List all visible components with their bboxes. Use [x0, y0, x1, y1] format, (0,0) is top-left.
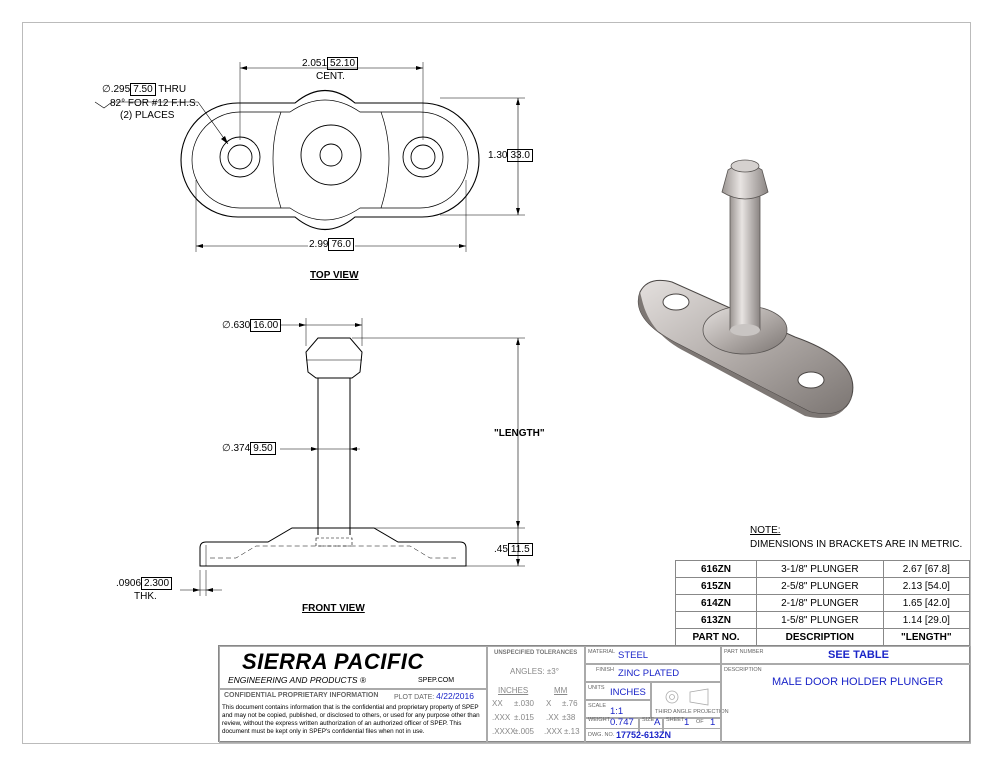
- part-no-cell: 616ZN: [676, 561, 757, 578]
- company-website: SPEP.COM: [418, 677, 455, 684]
- width-dim: [308, 239, 355, 250]
- third-angle-projection-icon: [662, 688, 714, 706]
- scale-label: SCALE: [588, 703, 607, 709]
- description-cell: [721, 664, 971, 743]
- diameter-symbol: ∅: [102, 84, 111, 95]
- plot-date-value: 4/22/2016: [436, 691, 474, 701]
- hole-callout-line1: [102, 84, 186, 95]
- length-cell: 1.14 [29.0]: [883, 612, 969, 629]
- width-dim-inch: 2.99: [309, 239, 329, 250]
- part-number-value: SEE TABLE: [828, 649, 889, 661]
- part-number-label: PART NUMBER: [724, 649, 764, 655]
- base-height-dim: [494, 544, 533, 555]
- shaft-dim: [222, 443, 276, 454]
- units-value: INCHES: [610, 687, 646, 698]
- tol-mm-val: ±.76: [562, 699, 578, 708]
- length-cell: 2.13 [54.0]: [883, 578, 969, 595]
- tol-mm-val: ±.13: [564, 727, 580, 736]
- confidential-title: CONFIDENTIAL PROPRIETARY INFORMATION: [224, 692, 379, 699]
- description-cell: 2-5/8" PLUNGER: [757, 578, 884, 595]
- tol-in-key: XX: [492, 699, 503, 708]
- title-block: [218, 645, 970, 742]
- weight-label: WEIGHT: [588, 717, 610, 723]
- size-value: A: [654, 717, 661, 728]
- registered-mark: ®: [359, 676, 366, 685]
- isometric-view: [638, 160, 853, 418]
- material-cell: [585, 646, 721, 664]
- material-label: MATERIAL: [588, 649, 616, 655]
- units-label: UNITS: [588, 685, 605, 691]
- center-note: CENT.: [316, 71, 345, 82]
- center-dim-inch: 2.051: [302, 58, 328, 69]
- confidential-cell: [219, 689, 487, 743]
- height-dim-mm: 33.0: [507, 149, 532, 162]
- material-value: STEEL: [618, 650, 649, 661]
- projection-label: THIRD ANGLE PROJECTION: [655, 709, 729, 715]
- scale-value: 1:1: [610, 706, 624, 717]
- front-view-label: FRONT VIEW: [302, 603, 365, 614]
- table-row: [676, 578, 970, 595]
- of-label: OF: [696, 719, 704, 725]
- finish-label: FINISH: [596, 667, 615, 673]
- head-dim-inch: .630: [230, 320, 251, 331]
- part-no-cell: 614ZN: [676, 595, 757, 612]
- shaft-dim-inch: .374: [230, 443, 251, 454]
- head-dim: [222, 320, 281, 331]
- top-view-label: TOP VIEW: [310, 270, 359, 281]
- part-number-cell: [721, 646, 971, 664]
- company-cell: [219, 646, 487, 689]
- length-cell: 1.65 [42.0]: [883, 595, 969, 612]
- part-table: [675, 560, 970, 646]
- inches-label: INCHES: [498, 686, 529, 695]
- tolerances-title: UNSPECIFIED TOLERANCES: [494, 650, 578, 656]
- description-cell: 1-5/8" PLUNGER: [757, 612, 884, 629]
- thk-dim: [116, 578, 172, 589]
- dwg-no-value: 17752-613ZN: [616, 730, 672, 740]
- company-sub-text: ENGINEERING AND PRODUCTS: [228, 675, 358, 685]
- length-label: "LENGTH": [494, 428, 545, 439]
- length-cell: 2.67 [67.8]: [883, 561, 969, 578]
- tol-in-val: ±.015: [514, 713, 534, 722]
- hole-callout-line2: 82° FOR #12 F.H.S.: [110, 98, 199, 109]
- part-no-cell: 615ZN: [676, 578, 757, 595]
- head-dim-mm: 16.00: [250, 319, 281, 332]
- table-row: [676, 595, 970, 612]
- part-no-cell: 613ZN: [676, 612, 757, 629]
- company-name: SIERRA PACIFIC: [242, 649, 424, 674]
- plot-date-label: PLOT DATE:: [394, 694, 435, 701]
- header-description: DESCRIPTION: [757, 629, 884, 646]
- tol-mm-key: .XXX: [544, 727, 563, 736]
- size-label: SIZE: [642, 717, 655, 723]
- weight-value: 0.747: [610, 717, 634, 728]
- note-text: DIMENSIONS IN BRACKETS ARE IN METRIC.: [750, 539, 963, 550]
- diameter-symbol: ∅: [222, 443, 231, 454]
- diameter-symbol: ∅: [222, 320, 231, 331]
- description-cell: 3-1/8" PLUNGER: [757, 561, 884, 578]
- finish-value: ZINC PLATED: [618, 668, 680, 679]
- sheet-total: 1: [710, 717, 716, 728]
- height-dim: [488, 150, 533, 161]
- base-height-inch: .45: [494, 544, 508, 555]
- thk-dim-inch: .0906: [116, 578, 142, 589]
- dwg-no-label: DWG. NO.: [588, 732, 615, 738]
- tol-mm-val: ±38: [562, 713, 576, 722]
- tol-in-val: ±.030: [514, 699, 534, 708]
- company-subtitle: [228, 675, 366, 685]
- sheet-value: 1: [684, 717, 690, 728]
- tolerances-cell: [487, 646, 585, 743]
- tol-in-key: .XXX: [492, 713, 511, 722]
- header-part-no: PART NO.: [676, 629, 757, 646]
- description-label: DESCRIPTION: [724, 667, 762, 673]
- confidential-text: This document contains information that is the confidential and proprietary property of SPEP and may not be copied, published, or disclosed to others, or used for any purpose other than review, without the express written authorization of an authorized officer of SPEP. This document must be kept only in SPEP's confidential files when not in use.: [222, 704, 480, 735]
- hole-thru: THRU: [158, 84, 187, 95]
- thk-label: THK.: [134, 591, 157, 602]
- table-row: [676, 612, 970, 629]
- angles-tolerance: ANGLES: ±3°: [510, 667, 559, 676]
- base-height-mm: 11.5: [508, 543, 533, 556]
- table-row: [676, 561, 970, 578]
- description-value: MALE DOOR HOLDER PLUNGER: [772, 676, 944, 688]
- plot-date: [394, 691, 474, 701]
- note-title: NOTE:: [750, 525, 781, 536]
- shaft-dim-mm: 9.50: [250, 442, 275, 455]
- mm-label: MM: [554, 686, 568, 695]
- finish-cell: [585, 664, 721, 682]
- tol-in-key: .XXXX: [492, 727, 516, 736]
- scale-cell: [585, 700, 651, 718]
- hole-dim-mm: 7.50: [130, 83, 155, 96]
- table-header-row: [676, 629, 970, 646]
- height-dim-inch: 1.30: [488, 150, 508, 161]
- units-cell: [585, 682, 651, 700]
- thk-dim-mm: 2.300: [141, 577, 172, 590]
- description-cell: 2-1/8" PLUNGER: [757, 595, 884, 612]
- tol-mm-key: .XX: [546, 713, 559, 722]
- tol-mm-key: X: [546, 699, 552, 708]
- tol-in-val: ±.005: [514, 727, 534, 736]
- dwg-no-cell: [585, 728, 721, 743]
- sheet-label: SHEET: [666, 717, 685, 723]
- center-dim-mm: 52.10: [327, 57, 358, 70]
- center-distance-dim: [302, 58, 358, 69]
- hole-dim-inch: .295: [110, 84, 131, 95]
- width-dim-mm: 76.0: [328, 238, 353, 251]
- header-length: "LENGTH": [883, 629, 969, 646]
- hole-callout-line3: (2) PLACES: [120, 110, 175, 121]
- projection-cell: [651, 682, 729, 718]
